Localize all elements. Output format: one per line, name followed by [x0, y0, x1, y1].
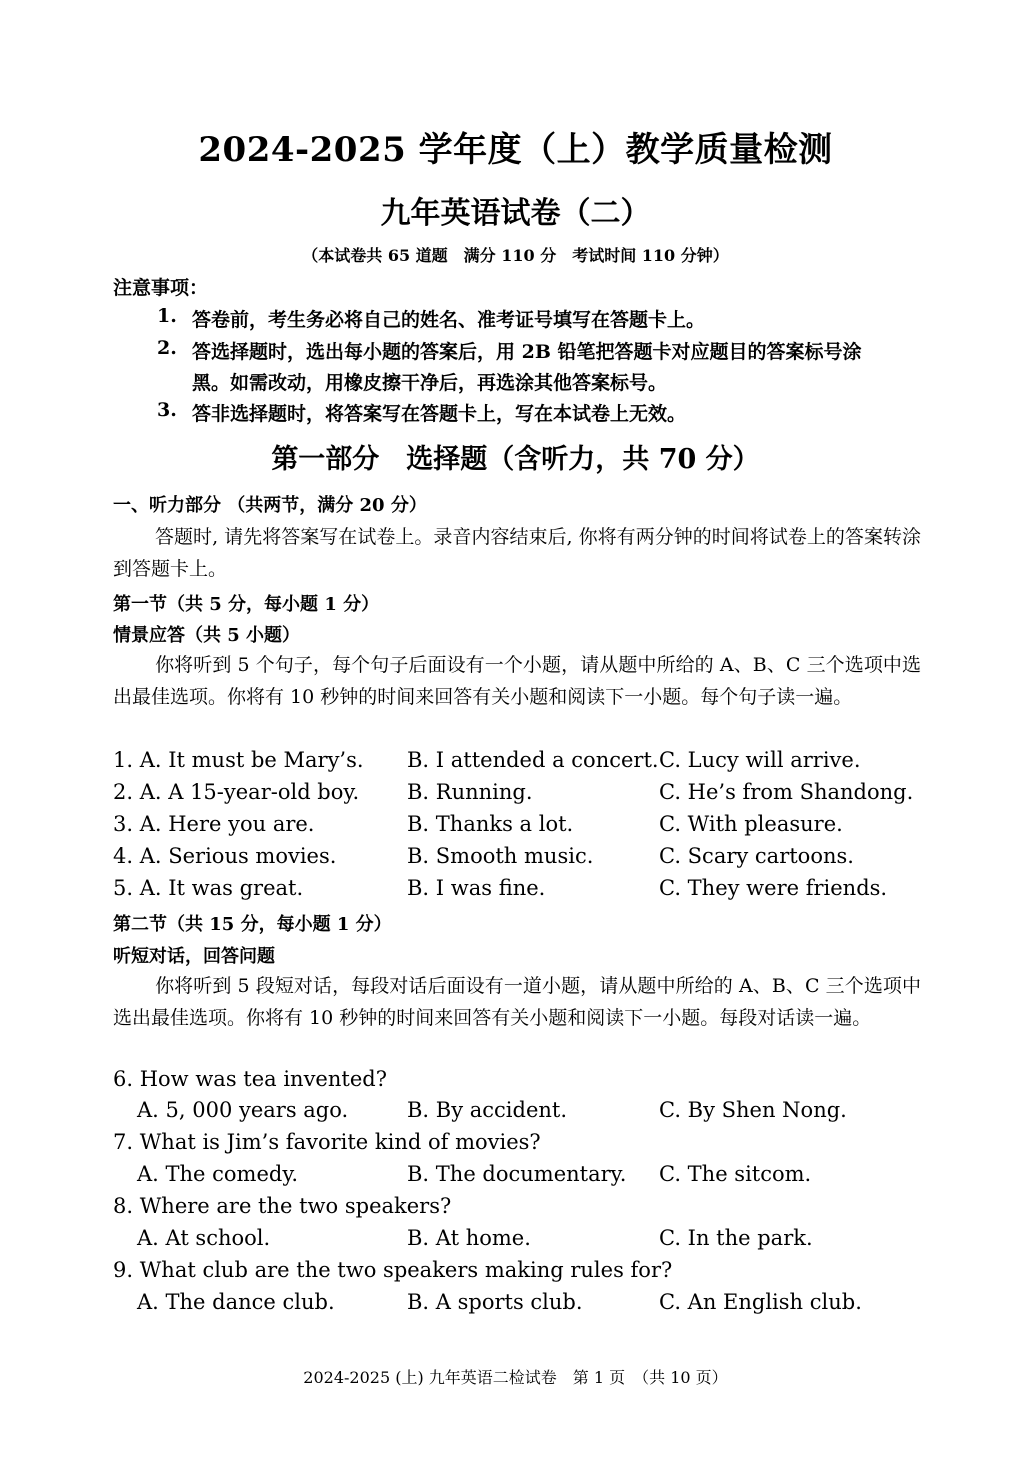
question-stem: 8. Where are the two speakers? — [113, 1194, 452, 1218]
section2-instruction — [113, 970, 921, 1034]
note-text: 答卷前，考生务必将自己的姓名、准考证号填写在答题卡上。 — [192, 309, 706, 331]
section1-heading: 第一节（共 5 分，每小题 1 分） — [113, 594, 380, 615]
option-a: 1. A. It must be Mary’s. — [113, 748, 364, 772]
option-a: 3. A. Here you are. — [113, 812, 315, 836]
note-text: 答非选择题时，将答案写在答题卡上，写在本试卷上无效。 — [192, 403, 687, 425]
option-a: A. The dance club. — [137, 1290, 335, 1314]
page-title: 2024-2025 学年度（上）教学质量检测 — [198, 130, 833, 170]
part1-heading: 第一部分 选择题（含听力，共 70 分） — [271, 444, 760, 475]
option-a: A. 5, 000 years ago. — [137, 1098, 349, 1122]
option-c: C. He’s from Shandong. — [659, 780, 914, 804]
exam-meta: （本试卷共 65 道题 满分 110 分 考试时间 110 分钟） — [302, 246, 729, 265]
option-b: B. At home. — [407, 1226, 531, 1250]
option-a: 2. A. A 15-year-old boy. — [113, 780, 360, 804]
option-c: C. They were friends. — [659, 876, 888, 900]
option-b: B. Smooth music. — [407, 844, 594, 868]
option-c: C. With pleasure. — [659, 812, 843, 836]
page-footer: 2024-2025 (上) 九年英语二检试卷 第 1 页 （共 10 页） — [303, 1368, 728, 1387]
option-c: C. Scary cartoons. — [659, 844, 854, 868]
option-b: B. I attended a concert. — [407, 748, 659, 772]
option-c: C. By Shen Nong. — [659, 1098, 847, 1122]
instruction-text: 你将听到 5 个句子，每个句子后面设有一个小题，请从题中所给的 A、B、C 三个选项中选出最佳选项。你将有 10 秒钟的时间来回答有关小题和阅读下一小题。每个句子读一遍。 — [113, 654, 921, 708]
section2-subheading: 听短对话，回答问题 — [113, 946, 275, 967]
note-number: 2. — [157, 337, 177, 359]
question-stem: 6. How was tea invented? — [113, 1067, 387, 1091]
option-a: A. At school. — [137, 1226, 271, 1250]
option-b: B. Thanks a lot. — [407, 812, 574, 836]
section2-heading: 第二节（共 15 分，每小题 1 分） — [113, 914, 392, 935]
notes-heading: 注意事项： — [113, 277, 209, 299]
listening-instruction — [113, 521, 921, 585]
option-b: B. Running. — [407, 780, 533, 804]
instruction-text: 你将听到 5 段短对话，每段对话后面设有一道小题，请从题中所给的 A、B、C 三个选项中选出最佳选项。你将有 10 秒钟的时间来回答有关小题和阅读下一小题。每段对话读一遍。 — [113, 975, 921, 1029]
paper-subtitle: 九年英语试卷（二） — [380, 196, 651, 231]
note-text: 答选择题时，选出每小题的答案后，用 2B 铅笔把答题卡对应题目的答案标号涂 — [192, 341, 862, 363]
option-a: 4. A. Serious movies. — [113, 844, 337, 868]
listening-heading: 一、听力部分 （共两节，满分 20 分） — [113, 495, 427, 516]
note-number: 1. — [157, 305, 177, 327]
question-stem: 9. What club are the two speakers making rules for? — [113, 1258, 673, 1282]
option-c: C. The sitcom. — [659, 1162, 812, 1186]
question-stem: 7. What is Jim’s favorite kind of movies? — [113, 1130, 541, 1154]
note-number: 3. — [157, 399, 177, 421]
note-text: 黑。如需改动，用橡皮擦干净后，再选涂其他答案标号。 — [192, 372, 668, 394]
option-a: A. The comedy. — [137, 1162, 299, 1186]
section1-subheading: 情景应答（共 5 小题） — [113, 625, 301, 646]
option-c: C. An English club. — [659, 1290, 862, 1314]
option-b: B. I was fine. — [407, 876, 546, 900]
option-b: B. A sports club. — [407, 1290, 583, 1314]
option-b: B. The documentary. — [407, 1162, 627, 1186]
option-c: C. Lucy will arrive. — [659, 748, 861, 772]
option-a: 5. A. It was great. — [113, 876, 304, 900]
instruction-text: 答题时, 请先将答案写在试卷上。录音内容结束后, 你将有两分钟的时间将试卷上的答案转涂到答题卡上。 — [113, 526, 921, 580]
option-c: C. In the park. — [659, 1226, 813, 1250]
section1-instruction — [113, 649, 921, 713]
option-b: B. By accident. — [407, 1098, 568, 1122]
